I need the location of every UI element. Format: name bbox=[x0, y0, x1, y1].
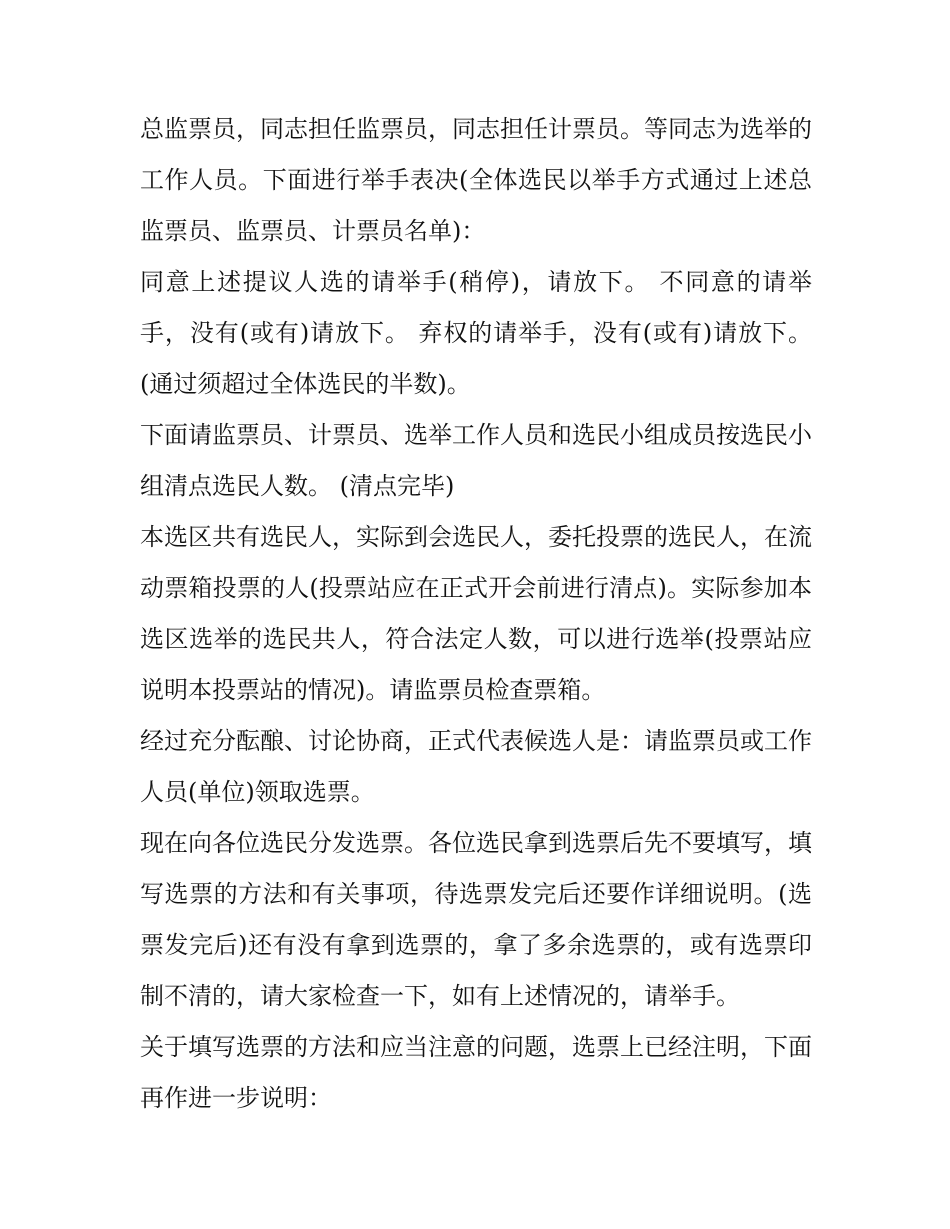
paragraph-1: 总监票员，同志担任监票员，同志担任计票员。等同志为选举的工作人员。下面进行举手表决(全体选民以举手方式通过上述总监票员、监票员、计票员名单)： bbox=[140, 115, 812, 245]
paragraph-2: 同意上述提议人选的请举手(稍停)，请放下。 不同意的请举手，没有(或有)请放下。 弃权的请举手，没有(或有)请放下。(通过须超过全体选民的半数)。 bbox=[140, 268, 812, 398]
paragraph-6: 现在向各位选民分发选票。各位选民拿到选票后先不要填写，填写选票的方法和有关事项，待选票发完后还要作详细说明。(选票发完后)还有没有拿到选票的，拿了多余选票的，或有选票印制不清的，请大家检查一下，如有上述情况的，请举手。 bbox=[140, 829, 812, 1010]
paragraph-5: 经过充分酝酿、讨论协商，正式代表候选人是：请监票员或工作人员(单位)领取选票。 bbox=[140, 727, 812, 806]
paragraph-3: 下面请监票员、计票员、选举工作人员和选民小组成员按选民小组清点选民人数。 (清点完毕) bbox=[140, 421, 812, 500]
paragraph-4: 本选区共有选民人，实际到会选民人，委托投票的选民人，在流动票箱投票的人(投票站应在正式开会前进行清点)。实际参加本选区选举的选民共人，符合法定人数，可以进行选举(投票站应说明本投票站的情况)。请监票员检查票箱。 bbox=[140, 523, 812, 704]
paragraph-7: 关于填写选票的方法和应当注意的问题，选票上已经注明，下面再作进一步说明： bbox=[140, 1033, 812, 1112]
document-page bbox=[140, 104, 812, 1124]
